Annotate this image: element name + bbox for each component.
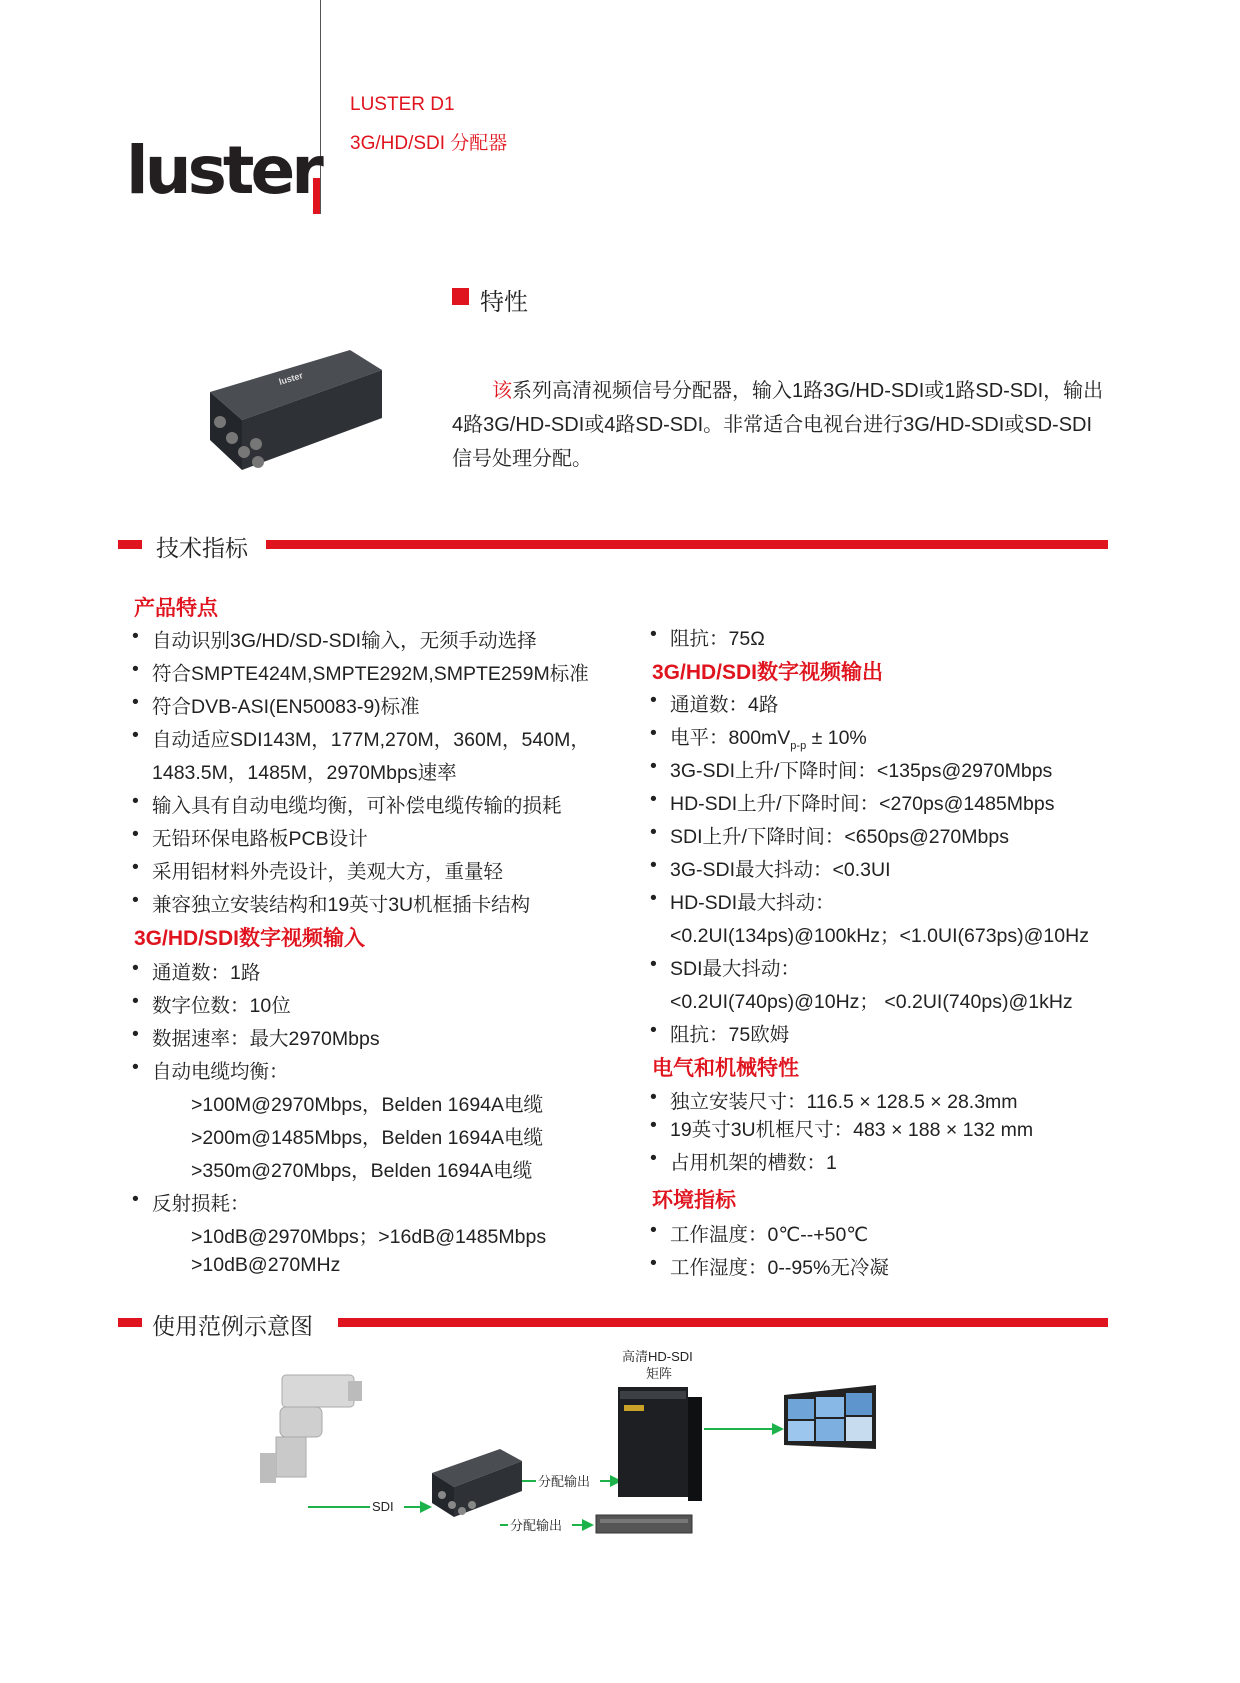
output-label-2: 分配输出 <box>510 1518 563 1533</box>
mechanical-heading: 电气和机械特性 <box>652 1057 799 1080</box>
list-item: • HD-SDI最大抖动： <box>650 887 835 914</box>
specs-dash <box>118 540 142 549</box>
product-features-heading: 产品特点 <box>134 597 218 620</box>
list-item: • 3G-SDI最大抖动：<0.3UI <box>650 854 891 881</box>
list-item: • 符合DVB-ASI(EN50083-9)标准 <box>132 691 420 718</box>
list-subitem: >200m@1485Mbps，Belden 1694A电缆 <box>191 1127 544 1149</box>
luster-logo: luster <box>126 132 320 209</box>
feature-marker <box>452 288 469 305</box>
list-subitem: >10dB@2970Mbps；>16dB@1485Mbps <box>191 1226 547 1248</box>
list-item: • 自动适应SDI143M，177M,270M，360M，540M， <box>132 724 590 751</box>
svg-text:luster: luster <box>277 370 305 387</box>
output-label-1: 分配输出 <box>538 1474 591 1489</box>
list-item-continued: <0.2UI(740ps)@10Hz； <0.2UI(740ps)@1kHz <box>670 991 1073 1013</box>
specs-title: 技术指标 <box>156 535 248 561</box>
header-divider <box>320 0 321 214</box>
list-item: • 通道数：1路 <box>132 957 261 984</box>
list-item: • 数据速率：最大2970Mbps <box>132 1023 380 1050</box>
specs-bar <box>266 540 1108 549</box>
list-item: • 数字位数：10位 <box>132 990 291 1017</box>
list-item: • 符合SMPTE424M,SMPTE292M,SMPTE259M标准 <box>132 658 589 685</box>
list-item: • 19英寸3U机框尺寸：483 × 188 × 132 mm <box>650 1114 1034 1141</box>
recorder-icon <box>596 1515 692 1533</box>
matrix-label-2: 矩阵 <box>646 1366 673 1381</box>
list-item: • 独立安装尺寸：116.5 × 128.5 × 28.3mm <box>650 1086 1018 1113</box>
list-item: • 兼容独立安装结构和19英寸3U机框插卡结构 <box>132 889 531 916</box>
output-heading: 3G/HD/SDI数字视频输出 <box>652 661 884 684</box>
list-item: • 阻抗：75欧姆 <box>650 1019 790 1046</box>
list-item: • SDI上升/下降时间：<650ps@270Mbps <box>650 821 1009 848</box>
list-item: • 无铅环保电路板PCB设计 <box>132 823 368 850</box>
camera-icon <box>260 1375 362 1483</box>
features-title: 特性 <box>480 289 528 316</box>
list-item: • 3G-SDI上升/下降时间：<135ps@2970Mbps <box>650 755 1053 782</box>
list-subitem: >10dB@270MHz <box>191 1254 341 1276</box>
matrix-icon <box>618 1387 702 1501</box>
list-item: • 工作湿度：0--95%无冷凝 <box>650 1252 889 1279</box>
intro-text: 系列高清视频信号分配器，输入1路3G/HD-SDI或1路SD-SDI，输出4路3G/HD-SDI或4路SD-SDI。非常适合电视台进行3G/HD-SDI或SD-SDI信号处理分配。 <box>452 380 1104 470</box>
intro-first-char: 该 <box>492 380 512 402</box>
input-heading: 3G/HD/SDI数字视频输入 <box>134 927 366 950</box>
environment-heading: 环境指标 <box>652 1189 736 1212</box>
list-item-continued: <0.2UI(134ps)@100kHz；<1.0UI(673ps)@10Hz <box>670 925 1089 947</box>
list-item: • HD-SDI上升/下降时间：<270ps@1485Mbps <box>650 788 1055 815</box>
list-subitem: >350m@270Mbps，Belden 1694A电缆 <box>191 1160 533 1182</box>
list-subitem: >100M@2970Mbps，Belden 1694A电缆 <box>191 1094 544 1116</box>
list-item: • 采用铝材料外壳设计，美观大方，重量轻 <box>132 856 504 883</box>
features-intro <box>452 374 1112 476</box>
distributor-icon <box>432 1449 522 1517</box>
diagram-dash <box>118 1318 142 1327</box>
usage-diagram <box>260 1345 900 1545</box>
list-item: • 占用机架的槽数：1 <box>650 1147 837 1174</box>
list-item: • SDI最大抖动： <box>650 953 801 980</box>
list-item: • 通道数：4路 <box>650 689 779 716</box>
list-item: • 阻抗：75Ω <box>650 623 765 650</box>
diagram-bar <box>338 1318 1108 1327</box>
product-model: LUSTER D1 <box>350 94 455 115</box>
list-item: • 工作温度：0℃--+50℃ <box>650 1219 869 1246</box>
matrix-label-1: 高清HD-SDI <box>622 1349 693 1364</box>
list-item: • 自动识别3G/HD/SD-SDI输入，无须手动选择 <box>132 625 537 652</box>
list-item: • 自动电缆均衡： <box>132 1056 289 1083</box>
diagram-title: 使用范例示意图 <box>152 1313 313 1339</box>
list-item: • 输入具有自动电缆均衡，可补偿电缆传输的损耗 <box>132 790 562 817</box>
video-wall-icon <box>784 1385 876 1449</box>
product-type: 3G/HD/SDI 分配器 <box>350 133 508 154</box>
product-image <box>200 340 390 480</box>
list-item: • 电平：$800mV_{p-p} \pm 10\%$ <box>650 722 867 752</box>
list-item: • 反射损耗： <box>132 1188 250 1215</box>
list-item-continued: 1483.5M，1485M，2970Mbps速率 <box>152 762 457 784</box>
sdi-label: SDI <box>372 1499 394 1514</box>
